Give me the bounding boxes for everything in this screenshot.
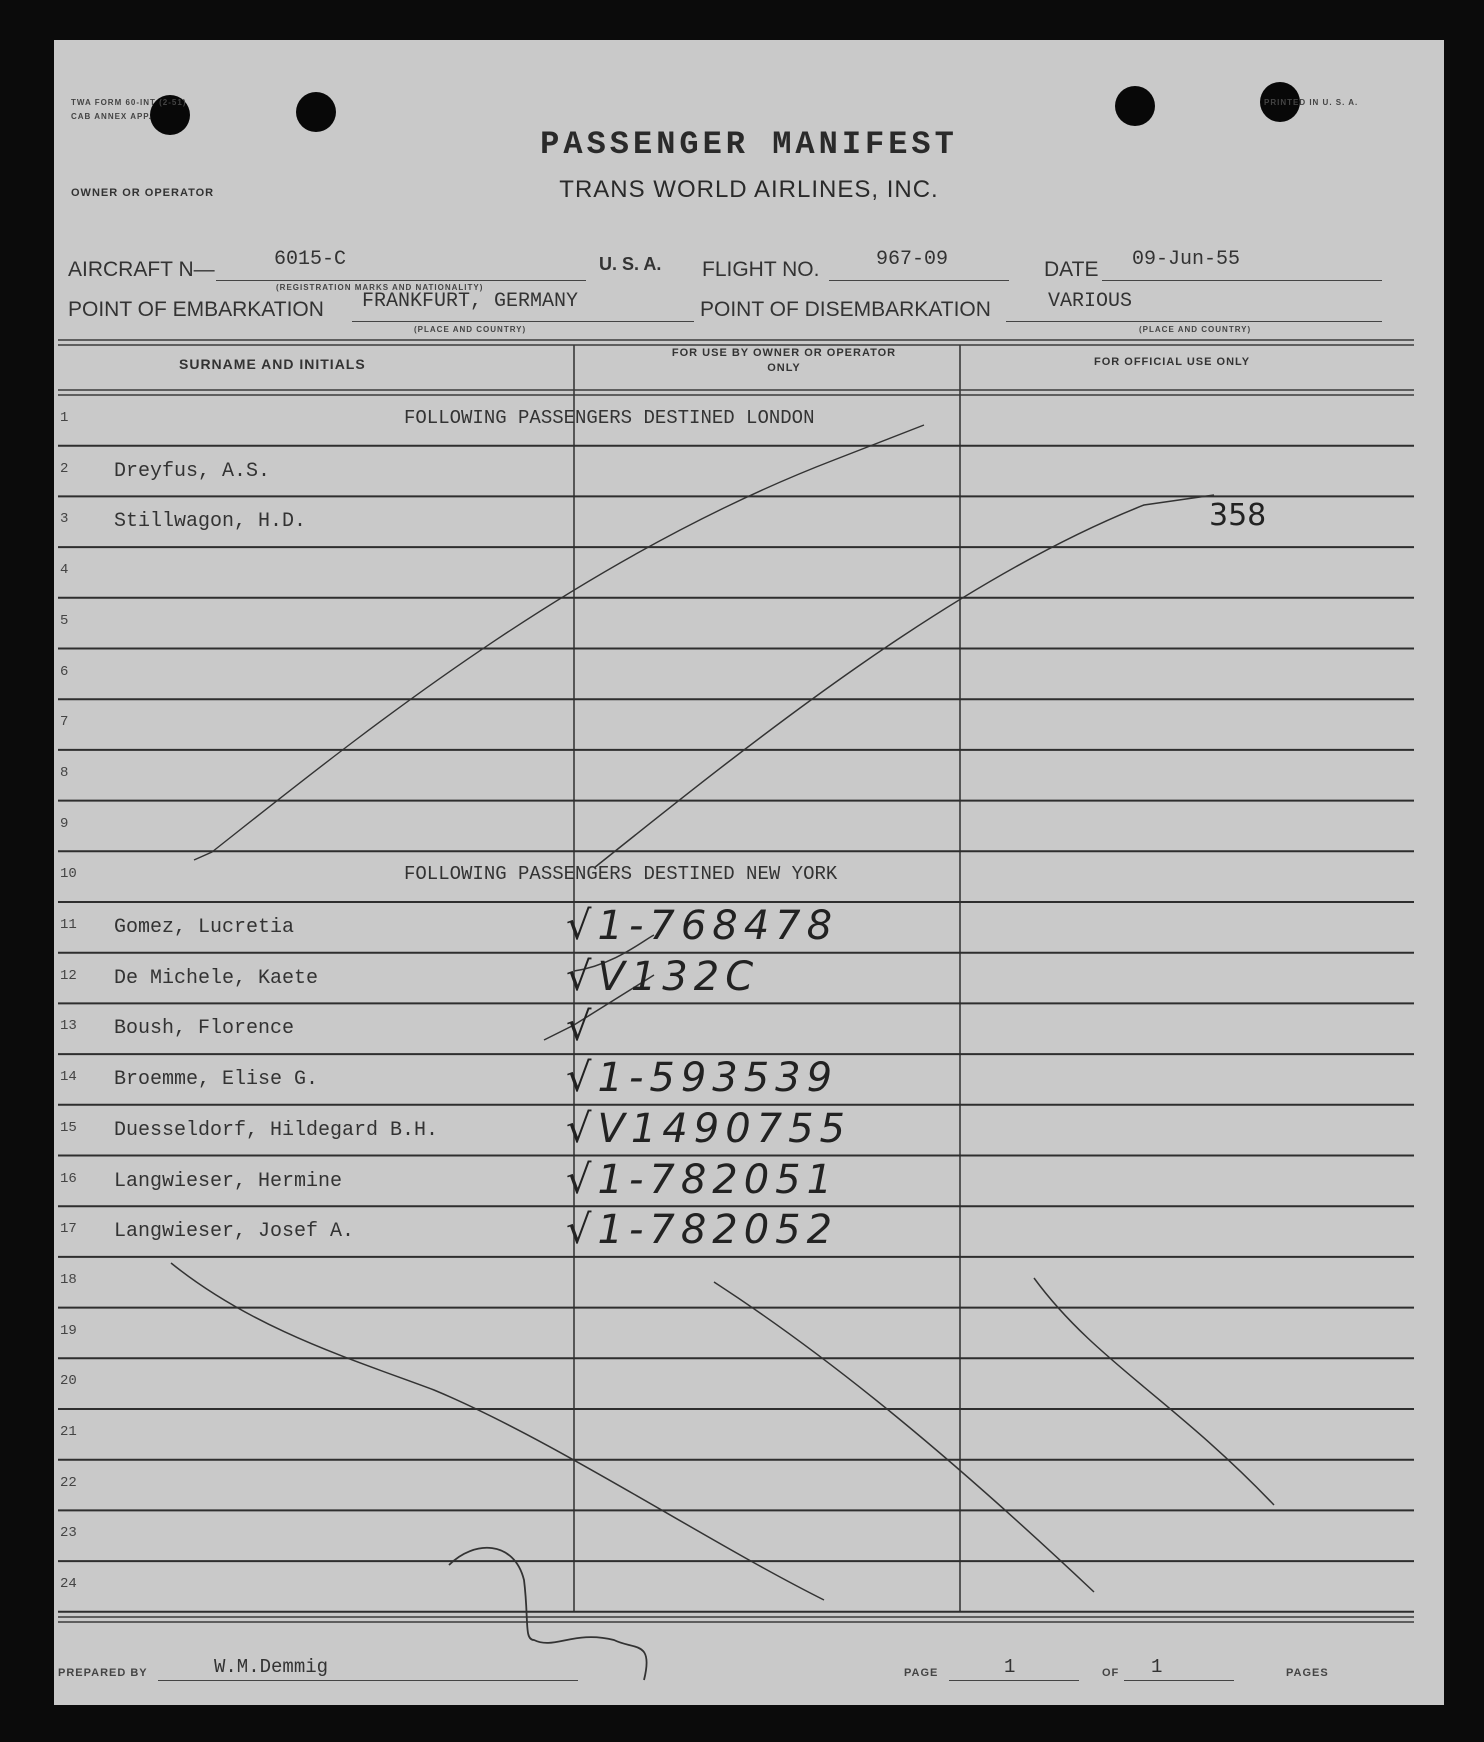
date-label: DATE: [1044, 258, 1099, 281]
flight-value: 967-09: [876, 248, 949, 271]
header-surname: SURNAME AND INITIALS: [179, 356, 366, 372]
row-number: 10: [60, 866, 77, 883]
row-number: 14: [60, 1069, 77, 1086]
row-number: 7: [60, 714, 69, 731]
cab-annex: CAB ANNEX APP.: [71, 112, 152, 121]
destination-note: FOLLOWING PASSENGERS DESTINED NEW YORK: [404, 863, 838, 886]
official-number: 358: [1209, 498, 1267, 534]
row-number: 20: [60, 1373, 77, 1390]
printed-in: PRINTED IN U. S. A.: [1264, 98, 1359, 107]
passenger-name: Stillwagon, H.D.: [114, 510, 307, 534]
ticket-number: √: [566, 1004, 598, 1051]
passenger-name: Dreyfus, A.S.: [114, 459, 271, 483]
row-number: 13: [60, 1018, 77, 1035]
disembark-label: POINT OF DISEMBARKATION: [700, 298, 991, 321]
page-title: PASSENGER MANIFEST: [540, 126, 958, 163]
disembark-value: VARIOUS: [1048, 290, 1133, 313]
registration-caption: (REGISTRATION MARKS AND NATIONALITY): [276, 283, 484, 292]
row-number: 4: [60, 562, 69, 579]
passenger-name: Boush, Florence: [114, 1017, 295, 1041]
row-number: 18: [60, 1271, 77, 1288]
page-label: PAGE: [904, 1667, 939, 1679]
date-value: 09-Jun-55: [1132, 248, 1241, 271]
embark-caption: (PLACE AND COUNTRY): [414, 325, 527, 334]
ticket-number: √V1490755: [566, 1105, 851, 1152]
destination-note: FOLLOWING PASSENGERS DESTINED LONDON: [404, 407, 815, 429]
pages-label: PAGES: [1286, 1667, 1329, 1679]
passenger-name: Langwieser, Josef A.: [114, 1220, 355, 1244]
row-number: 3: [60, 511, 69, 528]
row-number: 5: [60, 612, 69, 629]
row-number: 11: [60, 917, 77, 933]
form-number: TWA FORM 60-INT (2-51): [71, 98, 187, 107]
row-number: 22: [60, 1474, 77, 1491]
row-number: 6: [60, 663, 69, 680]
prepared-label: PREPARED BY: [58, 1667, 148, 1679]
row-number: 23: [60, 1525, 77, 1542]
ticket-number: √1-768478: [566, 903, 839, 949]
row-number: 12: [60, 967, 77, 984]
pen-stroke: [594, 495, 1214, 868]
row-number: 21: [60, 1424, 77, 1440]
pen-stroke: [1034, 1278, 1274, 1505]
header-official-use: FOR OFFICIAL USE ONLY: [1094, 356, 1251, 368]
pen-stroke: [714, 1282, 1094, 1592]
pen-stroke: [194, 425, 924, 860]
row-number: 17: [60, 1221, 77, 1238]
owner-label: OWNER OR OPERATOR: [71, 187, 215, 199]
ticket-number: √1-782052: [566, 1207, 839, 1254]
passenger-name: Broemme, Elise G.: [114, 1068, 319, 1092]
flight-label: FLIGHT NO.: [702, 258, 820, 281]
row-number: 16: [60, 1170, 77, 1187]
row-number: 2: [60, 460, 69, 477]
aircraft-value: 6015-C: [274, 248, 347, 271]
row-number: 9: [60, 815, 69, 832]
pen-stroke: [449, 1548, 647, 1680]
passenger-name: Gomez, Lucretia: [114, 916, 295, 939]
disembark-caption: (PLACE AND COUNTRY): [1139, 325, 1252, 334]
aircraft-label: AIRCRAFT N—: [68, 258, 215, 281]
ticket-number: √1-593539: [566, 1055, 839, 1102]
manifest-page: [54, 40, 1444, 1705]
row-number: 24: [60, 1576, 77, 1593]
passenger-name: Langwieser, Hermine: [114, 1169, 343, 1193]
nationality: U. S. A.: [599, 254, 662, 274]
passenger-name: De Michele, Kaete: [114, 966, 319, 990]
row-number: 8: [60, 764, 69, 781]
embark-value: FRANKFURT, GERMANY: [362, 290, 579, 313]
page-number: 1: [1004, 1656, 1016, 1678]
company-name: TRANS WORLD AIRLINES, INC.: [559, 176, 939, 203]
row-number: 15: [60, 1119, 77, 1136]
row-number: 1: [60, 410, 69, 426]
of-label: OF: [1102, 1667, 1120, 1679]
header-owner-use: FOR USE BY OWNER OR OPERATOR ONLY: [671, 347, 897, 374]
row-number: 19: [60, 1322, 77, 1339]
prepared-by: W.M.Demmig: [214, 1656, 329, 1678]
embark-label: POINT OF EMBARKATION: [68, 298, 324, 321]
ticket-number: √1-782051: [566, 1156, 839, 1203]
ticket-number: √V132C: [566, 953, 760, 1000]
of-number: 1: [1151, 1656, 1163, 1678]
passenger-name: Duesseldorf, Hildegard B.H.: [114, 1118, 439, 1142]
